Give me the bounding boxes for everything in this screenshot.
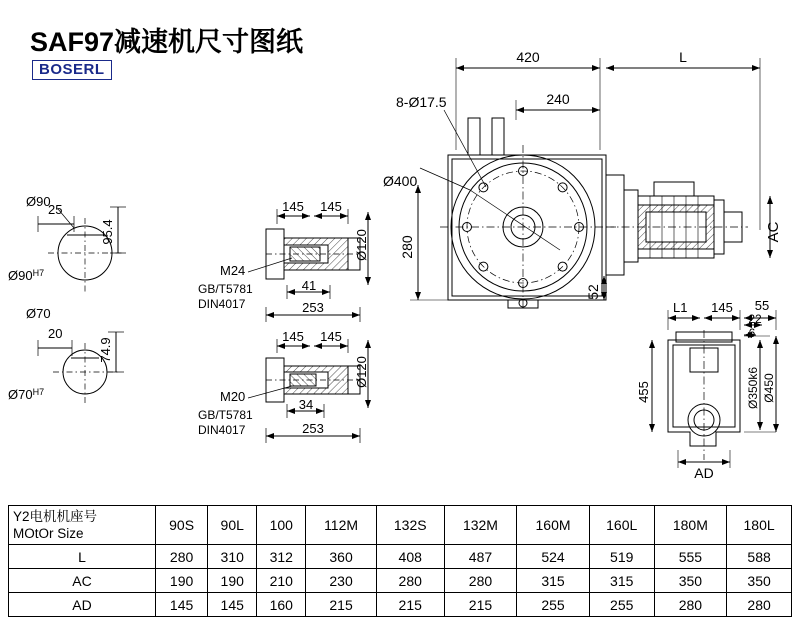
dim-145-a: 145	[282, 199, 304, 214]
cell-L-9: 588	[727, 545, 792, 569]
dim-52: 52	[585, 284, 601, 300]
cell-L-7: 519	[589, 545, 654, 569]
dim-22: 22	[748, 312, 762, 326]
dim-34: 34	[298, 397, 314, 412]
cell-L-0: 280	[156, 545, 208, 569]
col-header-1: 90L	[208, 506, 257, 545]
cell-AC-9: 350	[727, 569, 792, 593]
page-title: SAF97减速机尺寸图纸	[30, 27, 304, 57]
cell-L-8: 555	[654, 545, 727, 569]
col-header-5: 132M	[444, 506, 517, 545]
dim-AD: AD	[694, 465, 714, 481]
table-header-line1: Y2电机机座号	[13, 509, 98, 524]
col-header-6: 160M	[517, 506, 590, 545]
dim-74-9: 74.9	[98, 337, 113, 363]
cell-L-6: 524	[517, 545, 590, 569]
col-header-9: 180L	[727, 506, 792, 545]
col-header-8: 180M	[654, 506, 727, 545]
cell-L-3: 360	[306, 545, 376, 569]
motor-size-table	[8, 505, 792, 617]
table-header-row	[9, 506, 792, 545]
cell-AD-6: 255	[517, 593, 590, 617]
cell-AD-3: 215	[306, 593, 376, 617]
dim-70h7: $Ø70^{H7}$	[8, 387, 45, 402]
cell-AC-3: 230	[306, 569, 376, 593]
col-header-4: 132S	[376, 506, 444, 545]
table-row	[9, 569, 792, 593]
std-gb-a: GB/T5781	[198, 282, 253, 296]
dim-455: 455	[636, 381, 651, 403]
cell-AC-0: 190	[156, 569, 208, 593]
dim-350k6: Ø350k6	[746, 366, 760, 410]
dim-400: Ø400	[383, 173, 418, 189]
dim-145-c: 145	[282, 329, 304, 344]
row-label-AC: AC	[9, 569, 156, 593]
dim-280: 280	[399, 235, 415, 259]
dim-90-top: Ø90	[26, 194, 51, 209]
dim-145-d: 145	[320, 329, 342, 344]
thread-m24: M24	[220, 263, 246, 278]
col-header-0: 90S	[156, 506, 208, 545]
cell-L-5: 487	[444, 545, 517, 569]
thread-m20: M20	[220, 389, 246, 404]
dim-450: Ø450	[762, 373, 776, 403]
cell-AC-6: 315	[517, 569, 590, 593]
std-gb-b: GB/T5781	[198, 408, 253, 422]
row-label-AD: AD	[9, 593, 156, 617]
cell-AD-5: 215	[444, 593, 517, 617]
dim-25: 25	[48, 202, 63, 217]
dim-120-b: Ø120	[354, 356, 369, 388]
cell-AC-4: 280	[376, 569, 444, 593]
cell-AD-4: 215	[376, 593, 444, 617]
cell-AD-8: 280	[654, 593, 727, 617]
cell-AC-1: 190	[208, 569, 257, 593]
dim-AC: AC	[765, 221, 782, 243]
dim-L: L	[679, 49, 687, 65]
dim-240: 240	[546, 91, 570, 107]
dim-55: 55	[754, 298, 770, 313]
table-row	[9, 545, 792, 569]
col-header-2: 100	[257, 506, 306, 545]
cell-AC-5: 280	[444, 569, 517, 593]
cell-AD-9: 280	[727, 593, 792, 617]
dim-8x17-5: 8-Ø17.5	[396, 94, 447, 110]
cell-AD-1: 145	[208, 593, 257, 617]
dim-95-4: 95.4	[100, 219, 115, 245]
cell-L-4: 408	[376, 545, 444, 569]
cell-L-1: 310	[208, 545, 257, 569]
dim-L1: L1	[673, 300, 688, 315]
cell-AD-0: 145	[156, 593, 208, 617]
cell-AD-7: 255	[589, 593, 654, 617]
dim-253-a: 253	[302, 300, 324, 315]
dim-41: 41	[301, 278, 317, 293]
cell-AD-2: 160	[257, 593, 306, 617]
dim-145-e: 145	[711, 300, 733, 315]
brand-badge: BOSERL	[32, 60, 112, 80]
dim-6: 6	[748, 326, 756, 340]
cell-AC-8: 350	[654, 569, 727, 593]
cell-AC-7: 315	[589, 569, 654, 593]
cell-L-2: 312	[257, 545, 306, 569]
dim-253-b: 253	[302, 421, 324, 436]
dim-120-a: Ø120	[354, 229, 369, 261]
row-label-L: L	[9, 545, 156, 569]
col-header-3: 112M	[306, 506, 376, 545]
table-header-line2: MOtOr Size	[13, 526, 84, 541]
dim-90h7: $Ø90^{H7}$	[8, 268, 45, 283]
dim-145-b: 145	[320, 199, 342, 214]
col-header-7: 160L	[589, 506, 654, 545]
table-row	[9, 593, 792, 617]
dim-420: 420	[516, 49, 540, 65]
std-din-b: DIN4017	[198, 423, 246, 437]
std-din-a: DIN4017	[198, 297, 246, 311]
dim-70-top: Ø70	[26, 306, 51, 321]
table-header-rowlabel	[9, 506, 156, 545]
dim-20: 20	[48, 326, 63, 341]
cell-AC-2: 210	[257, 569, 306, 593]
